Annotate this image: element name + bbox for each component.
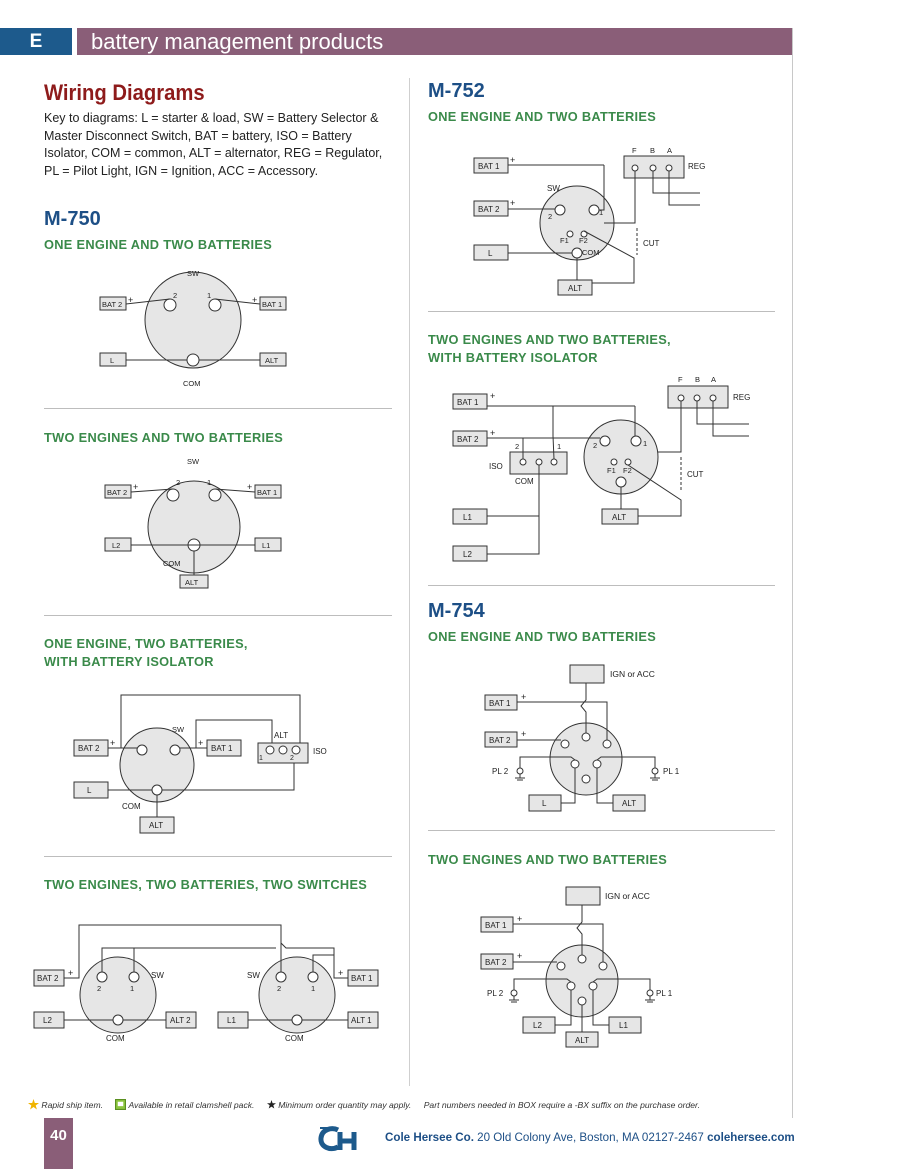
retail-note: Available in retail clamshell pack. [128, 1100, 255, 1110]
svg-text:COM: COM [515, 477, 534, 486]
svg-text:ALT: ALT [274, 731, 289, 740]
svg-text:2: 2 [593, 441, 598, 450]
svg-text:REG: REG [688, 162, 706, 171]
svg-text:1: 1 [557, 442, 562, 451]
svg-text:+: + [338, 968, 344, 978]
svg-text:+: + [510, 155, 516, 165]
svg-text:+: + [252, 295, 258, 305]
model-m752: M-752 [428, 80, 485, 102]
svg-text:COM: COM [163, 559, 181, 568]
svg-text:+: + [521, 729, 527, 739]
diagram-m750-two-switches [34, 915, 384, 1050]
svg-text:L1: L1 [227, 1016, 236, 1025]
svg-text:B: B [695, 375, 701, 384]
svg-text:2: 2 [173, 291, 178, 300]
svg-text:ALT: ALT [568, 284, 583, 293]
svg-text:+: + [128, 295, 134, 305]
svg-text:ALT: ALT [622, 799, 637, 808]
svg-text:CUT: CUT [687, 470, 704, 479]
svg-text:SW: SW [151, 971, 164, 980]
page-title: Wiring Diagrams [44, 80, 205, 105]
svg-text:PL 2: PL 2 [487, 989, 504, 998]
svg-text:ISO: ISO [489, 462, 503, 471]
svg-text:2: 2 [290, 755, 294, 762]
svg-text:BAT 1: BAT 1 [262, 300, 283, 309]
svg-text:ALT: ALT [185, 578, 199, 587]
diagram-m754-two-engines [478, 884, 703, 1049]
divider [428, 311, 775, 312]
diagram-m754-one-engine [485, 662, 705, 817]
svg-text:2: 2 [277, 984, 282, 993]
svg-text:L: L [87, 786, 92, 795]
svg-text:ALT 1: ALT 1 [351, 1016, 372, 1025]
cole-hersee-logo-icon [318, 1124, 366, 1154]
divider [44, 856, 392, 857]
svg-text:2: 2 [176, 478, 181, 487]
diagram-m752-isolator [453, 372, 763, 572]
svg-text:A: A [711, 375, 717, 384]
company-name: Cole Hersee Co. [385, 1131, 474, 1144]
svg-text:+: + [510, 198, 516, 208]
m750-sub-4: TWO ENGINES, TWO BATTERIES, TWO SWITCHES [44, 877, 368, 892]
svg-text:BAT 1: BAT 1 [485, 921, 507, 930]
svg-text:L1: L1 [463, 513, 472, 522]
section-tab: E [0, 28, 72, 55]
svg-text:+: + [517, 914, 523, 924]
svg-text:ALT 2: ALT 2 [170, 1016, 191, 1025]
svg-text:1: 1 [207, 291, 212, 300]
svg-text:L2: L2 [43, 1016, 52, 1025]
column-divider [409, 78, 410, 1086]
m750-sub-1: ONE ENGINE AND TWO BATTERIES [44, 237, 273, 252]
svg-text:COM: COM [582, 248, 600, 257]
divider [44, 408, 392, 409]
svg-text:L: L [110, 356, 115, 365]
svg-text:+: + [68, 968, 74, 978]
svg-text:+: + [133, 482, 139, 492]
svg-text:F2: F2 [623, 466, 632, 475]
svg-text:L1: L1 [262, 541, 271, 550]
svg-text:BAT 2: BAT 2 [478, 205, 500, 214]
svg-text:1: 1 [643, 439, 648, 448]
footer-notes [28, 1099, 710, 1110]
svg-text:+: + [490, 428, 496, 438]
svg-text:PL 1: PL 1 [663, 767, 680, 776]
diagram-key: Key to diagrams: L = starter & load, SW = Battery Selector & Master Disconnect Switch, BAT = battery, ISO = Battery Isolator, COM = common, ALT = alternator, REG = Regulator, PL = Pilot Light, IGN = Ignition, ACC = Accessory. [44, 111, 383, 178]
svg-text:BAT 1: BAT 1 [351, 974, 373, 983]
svg-text:1: 1 [207, 478, 212, 487]
svg-text:A: A [667, 146, 673, 155]
svg-text:+: + [110, 738, 116, 748]
diagram-m750-isolator [72, 690, 372, 840]
divider [44, 615, 392, 616]
black-star-icon [267, 1100, 276, 1109]
m750-sub-3: ONE ENGINE, TWO BATTERIES, WITH BATTERY ISOLATOR [44, 636, 248, 669]
svg-text:ALT: ALT [575, 1036, 590, 1045]
svg-text:BAT 1: BAT 1 [211, 744, 233, 753]
svg-text:1: 1 [130, 984, 135, 993]
m754-sub-2: TWO ENGINES AND TWO BATTERIES [428, 852, 668, 867]
company-website[interactable]: colehersee.com [707, 1131, 795, 1144]
svg-text:L2: L2 [463, 550, 472, 559]
svg-text:+: + [490, 391, 496, 401]
m750-sub-2: TWO ENGINES AND TWO BATTERIES [44, 430, 284, 445]
svg-text:BAT 2: BAT 2 [489, 736, 511, 745]
svg-text:ALT: ALT [612, 513, 627, 522]
svg-text:SW: SW [247, 971, 260, 980]
company-line [385, 1131, 795, 1144]
svg-text:COM: COM [122, 802, 141, 811]
svg-text:2: 2 [97, 984, 102, 993]
svg-text:BAT 1: BAT 1 [457, 398, 479, 407]
svg-text:1: 1 [311, 984, 316, 993]
divider [428, 830, 775, 831]
svg-text:IGN or ACC: IGN or ACC [610, 669, 655, 679]
svg-text:F: F [632, 146, 637, 155]
svg-text:L2: L2 [112, 541, 121, 550]
svg-text:L2: L2 [533, 1021, 542, 1030]
header-title: battery management products [77, 28, 792, 55]
svg-text:F2: F2 [579, 236, 588, 245]
svg-text:F: F [678, 375, 683, 384]
svg-text:1: 1 [259, 755, 263, 762]
m754-sub-1: ONE ENGINE AND TWO BATTERIES [428, 629, 657, 644]
svg-text:ALT: ALT [149, 821, 164, 830]
svg-text:F1: F1 [607, 466, 616, 475]
star-icon [28, 1099, 39, 1110]
svg-text:B: B [650, 146, 656, 155]
svg-text:BAT 2: BAT 2 [37, 974, 59, 983]
clamshell-icon [115, 1099, 126, 1110]
svg-text:BAT 1: BAT 1 [257, 488, 278, 497]
divider [428, 585, 775, 586]
svg-text:PL 2: PL 2 [492, 767, 509, 776]
svg-text:BAT 2: BAT 2 [102, 300, 123, 309]
svg-text:2: 2 [548, 212, 553, 221]
svg-text:PL 1: PL 1 [656, 989, 673, 998]
svg-text:CUT: CUT [643, 239, 660, 248]
box-note: Part numbers needed in BOX require a -BX suffix on the purchase order. [423, 1100, 700, 1110]
right-margin-rule [792, 28, 793, 1118]
model-m754: M-754 [428, 600, 485, 622]
svg-text:BAT 2: BAT 2 [485, 958, 507, 967]
svg-text:+: + [521, 692, 527, 702]
svg-text:COM: COM [106, 1034, 125, 1043]
svg-text:F1: F1 [560, 236, 569, 245]
svg-text:+: + [198, 738, 204, 748]
svg-text:SW: SW [187, 457, 200, 466]
sw-label: SW [187, 269, 200, 278]
m752-sub-1: ONE ENGINE AND TWO BATTERIES [428, 109, 657, 124]
svg-text:L: L [542, 799, 547, 808]
minimum-note: Minimum order quantity may apply. [278, 1100, 412, 1110]
m752-sub-2: TWO ENGINES AND TWO BATTERIES, WITH BATTERY ISOLATOR [428, 332, 671, 365]
company-address: 20 Old Colony Ave, Boston, MA 02127-2467 [477, 1131, 704, 1144]
svg-text:ALT: ALT [265, 356, 279, 365]
svg-text:COM: COM [183, 379, 201, 388]
svg-text:BAT 2: BAT 2 [457, 435, 479, 444]
svg-text:2: 2 [515, 442, 520, 451]
diagram-m752-one-engine [474, 143, 714, 298]
svg-text:SW: SW [547, 184, 560, 193]
svg-text:L1: L1 [619, 1021, 628, 1030]
page-number: 40 [44, 1118, 73, 1169]
svg-text:IGN or ACC: IGN or ACC [605, 891, 650, 901]
diagram-m750-two-engines [103, 455, 293, 595]
rapid-ship-note: Rapid ship item. [41, 1100, 104, 1110]
diagram-m750-one-engine [95, 265, 295, 395]
svg-text:+: + [247, 482, 253, 492]
model-m750: M-750 [44, 208, 101, 230]
svg-text:+: + [517, 951, 523, 961]
svg-text:BAT 1: BAT 1 [489, 699, 511, 708]
svg-text:BAT 2: BAT 2 [78, 744, 100, 753]
svg-text:ISO: ISO [313, 747, 327, 756]
svg-text:SW: SW [172, 725, 185, 734]
svg-text:L: L [488, 249, 493, 258]
svg-text:1: 1 [599, 208, 604, 217]
svg-text:COM: COM [285, 1034, 304, 1043]
svg-text:REG: REG [733, 393, 751, 402]
svg-text:BAT 2: BAT 2 [107, 488, 128, 497]
svg-text:BAT 1: BAT 1 [478, 162, 500, 171]
